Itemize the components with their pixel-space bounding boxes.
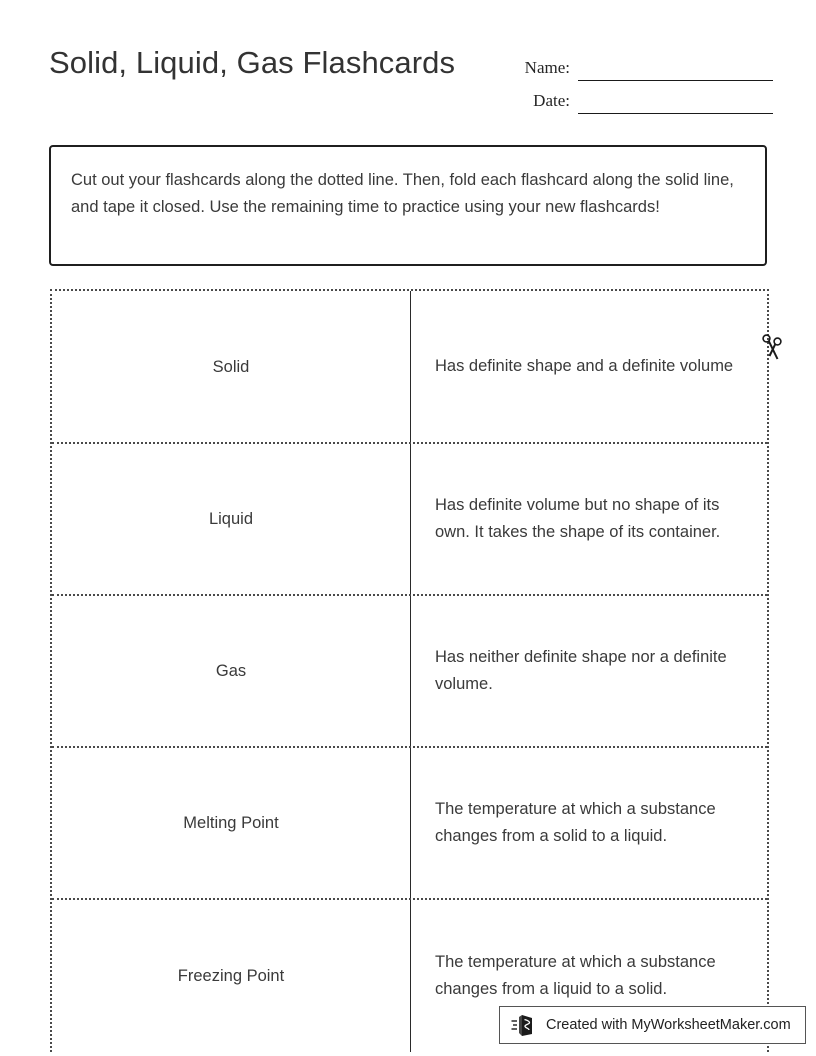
flashcard-definition: The temperature at which a substance changes from a liquid to a solid.: [435, 953, 716, 998]
flashcard-term: Melting Point: [183, 814, 279, 832]
table-row: [52, 444, 767, 596]
instructions-box: [49, 145, 767, 266]
scissors-icon: [760, 332, 786, 362]
flashcard-term: Freezing Point: [177, 967, 285, 985]
worksheet-header: [0, 0, 816, 130]
flashcard-definition: The temperature at which a substance changes from a solid to a liquid.: [435, 800, 716, 845]
flashcard-front-cell: [52, 596, 411, 746]
flying-page-logo-icon: [511, 1013, 537, 1037]
flashcard-front-cell: [52, 444, 411, 594]
page-title: Solid, Liquid, Gas Flashcards: [49, 45, 456, 80]
flashcard-term: Gas: [215, 662, 247, 680]
flashcard-front-cell: [52, 291, 411, 442]
table-row: [52, 596, 767, 748]
flashcard-definition: Has definite volume but no shape of its own. It takes the shape of its container.: [435, 496, 721, 541]
watermark-text: Created with MyWorksheetMaker.com: [546, 1017, 791, 1033]
flashcard-definition: Has definite shape and a definite volume: [435, 357, 734, 375]
flashcard-back-cell: [411, 748, 767, 898]
name-date-block: [518, 48, 773, 114]
flashcard-table: [50, 289, 769, 1052]
instructions-text: Cut out your flashcards along the dotted line. Then, fold each flashcard along the solid line, and tape it closed. Use the remaining time to practice using your new flashcards!: [71, 171, 734, 216]
flashcard-back-cell: [411, 444, 767, 594]
table-row: [52, 748, 767, 900]
name-field-row: [518, 48, 773, 81]
flashcard-term: Liquid: [208, 510, 254, 528]
flashcard-front-cell: [52, 748, 411, 898]
flashcard-back-cell: [411, 596, 767, 746]
flashcard-front-cell: [52, 900, 411, 1052]
date-input-line[interactable]: [578, 91, 773, 114]
date-field-row: [518, 81, 773, 114]
flashcard-definition: Has neither definite shape nor a definite volume.: [435, 648, 727, 693]
flashcard-back-cell: [411, 291, 767, 442]
name-label: Name:: [524, 58, 570, 77]
flashcard-term: Solid: [212, 357, 250, 376]
watermark-badge: [499, 1006, 806, 1044]
date-label: Date:: [533, 91, 570, 110]
name-input-line[interactable]: [578, 58, 773, 81]
table-row: [52, 291, 767, 444]
